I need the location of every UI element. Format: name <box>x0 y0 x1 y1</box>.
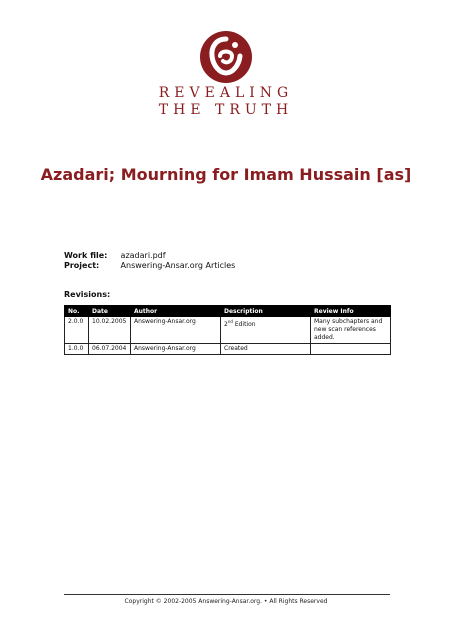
logo-text-line2: THE TRUTH <box>158 102 294 118</box>
cell-no: 2.0.0 <box>65 317 89 344</box>
revisions-label: Revisions: <box>64 290 111 299</box>
cell-no: 1.0.0 <box>65 344 89 355</box>
cell-author: Answering-Ansar.org <box>131 317 221 344</box>
description-number: 2 <box>224 321 228 328</box>
col-header-description: Description <box>221 306 311 317</box>
cell-date: 10.02.2005 <box>89 317 131 344</box>
project-value: Answering-Ansar.org Articles <box>120 261 236 270</box>
revealing-the-truth-logo-icon <box>199 30 253 84</box>
col-header-date: Date <box>89 306 131 317</box>
description-superscript: nd <box>227 319 233 324</box>
project-label: Project: <box>64 261 100 270</box>
cell-author: Answering-Ansar.org <box>131 344 221 355</box>
footer-copyright: Copyright © 2002-2005 Answering-Ansar.org. • All Rights Reserved <box>124 598 328 605</box>
description-rest: Edition <box>232 321 256 328</box>
table-header-row <box>65 306 391 317</box>
cell-description: Created <box>221 344 311 355</box>
footer-divider <box>64 594 390 595</box>
col-header-no: No. <box>65 306 89 317</box>
logo-text-line1: REVEALING <box>158 85 294 101</box>
work-file-label: Work file: <box>64 251 108 260</box>
cell-review-info: Many subchapters and new scan references added. <box>311 317 391 344</box>
cell-description <box>221 317 311 344</box>
cell-review-info <box>311 344 391 355</box>
work-file-value: azadari.pdf <box>120 251 166 260</box>
col-header-author: Author <box>131 306 221 317</box>
work-file-row <box>64 251 166 260</box>
table-row <box>65 344 391 355</box>
document-title: Azadari; Mourning for Imam Hussain [as] <box>40 165 412 184</box>
cell-date: 06.07.2004 <box>89 344 131 355</box>
table-row <box>65 317 391 344</box>
revisions-table <box>64 305 391 355</box>
col-header-review-info: Review Info <box>311 306 391 317</box>
project-row <box>64 261 235 270</box>
